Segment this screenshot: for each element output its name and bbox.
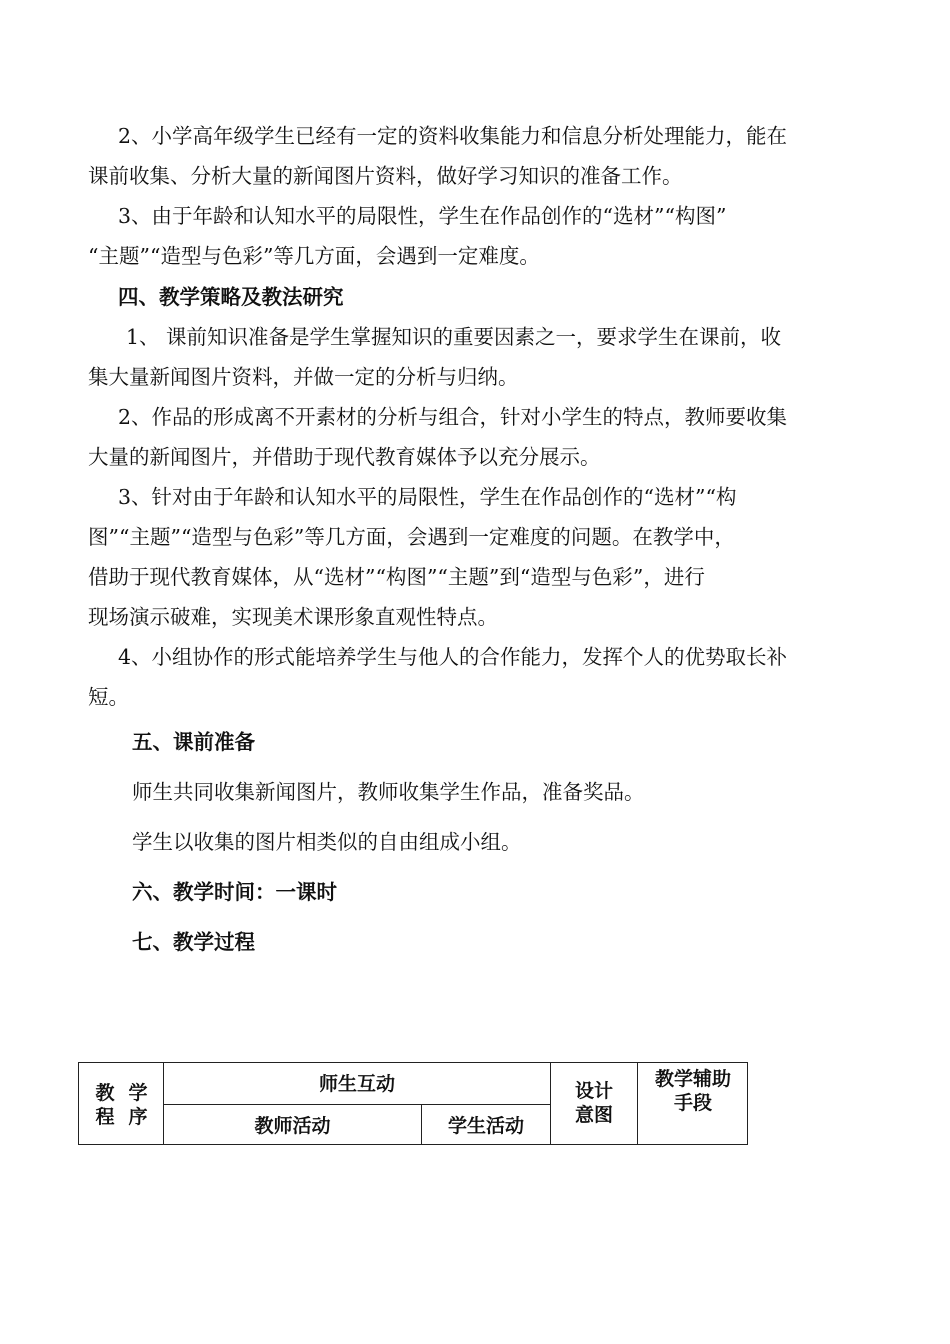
paragraph-line: 大量的新闻图片，并借助于现代教育媒体予以充分展示。 <box>88 445 601 469</box>
paragraph-line: 现场演示破难，实现美术课形象直观性特点。 <box>88 605 498 629</box>
paragraph-line: 集大量新闻图片资料，并做一定的分析与归纳。 <box>88 365 519 389</box>
paragraph-line: 2、作品的形成离不开素材的分析与组合，针对小学生的特点，教师要收集 <box>118 405 788 429</box>
header-program-line2: 程序 <box>95 1106 162 1128</box>
section-heading-prep: 五、课前准备 <box>132 730 255 754</box>
header-cell-program <box>80 1072 163 1138</box>
header-cell-interaction: 师生互动 <box>318 1073 395 1095</box>
paragraph-line: 3、针对由于年龄和认知水平的局限性，学生在作品创作的“选材”“构 <box>118 485 737 509</box>
paragraph-line: 2、小学高年级学生已经有一定的资料收集能力和信息分析处理能力，能在 <box>118 124 788 148</box>
paragraph-line: 图”“主题”“造型与色彩”等几方面，会遇到一定难度的问题。在教学中， <box>88 525 735 549</box>
paragraph-line: 4、小组协作的形式能培养学生与他人的合作能力，发挥个人的优势取长补 <box>118 645 788 669</box>
header-aid-line1: 教学辅助 <box>654 1068 731 1090</box>
header-cell-teacher: 教师活动 <box>254 1114 331 1137</box>
paragraph-line: “主题”“造型与色彩”等几方面，会遇到一定难度。 <box>88 244 540 268</box>
header-design-line1: 设计 <box>574 1080 613 1102</box>
header-program-line1: 教学 <box>95 1082 162 1104</box>
paragraph-line: 师生共同收集新闻图片，教师收集学生作品，准备奖品。 <box>132 780 645 804</box>
section-heading-process: 七、教学过程 <box>132 930 255 954</box>
header-cell-design <box>551 1068 637 1138</box>
header-cell-aid <box>638 1063 748 1119</box>
table-divider <box>163 1104 551 1105</box>
paragraph-line: 3、由于年龄和认知水平的局限性，学生在作品创作的“选材”“构图” <box>118 204 727 228</box>
paragraph-line: 课前收集、分析大量的新闻图片资料，做好学习知识的准备工作。 <box>88 164 683 188</box>
paragraph-line: 短。 <box>88 685 129 709</box>
section-heading-time: 六、教学时间：一课时 <box>132 880 337 904</box>
paragraph-line: 学生以收集的图片相类似的自由组成小组。 <box>132 830 522 854</box>
section-heading-strategy: 四、教学策略及教法研究 <box>118 285 344 309</box>
paragraph-line: 1、 课前知识准备是学生掌握知识的重要因素之一，要求学生在课前，收 <box>126 325 782 349</box>
header-aid-line2: 手段 <box>673 1092 712 1114</box>
paragraph-line: 借助于现代教育媒体，从“选材”“构图”“主题”到“造型与色彩”，进行 <box>88 565 705 589</box>
header-cell-student: 学生活动 <box>447 1114 524 1137</box>
header-design-line2: 意图 <box>574 1104 613 1126</box>
